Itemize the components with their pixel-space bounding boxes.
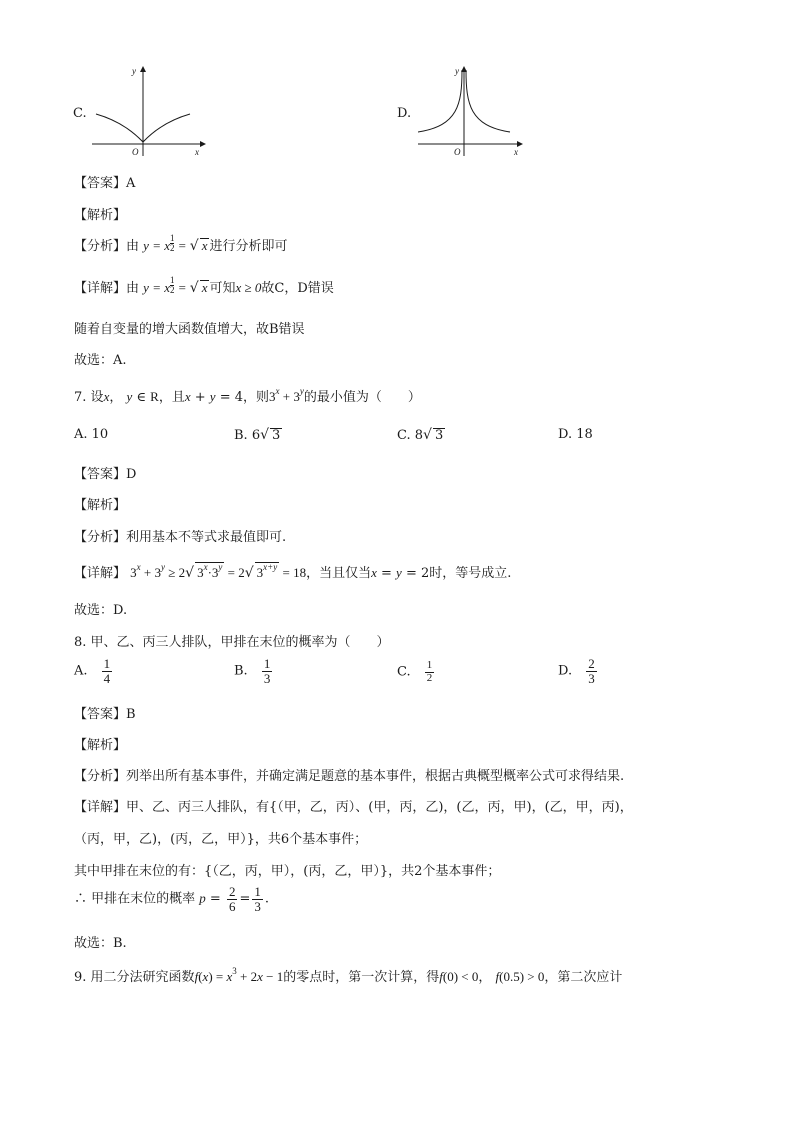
condition: x ≥ 0 (235, 280, 262, 295)
denominator: 3 (588, 670, 595, 686)
q6-analysis-tag: 【解析】 (74, 208, 127, 223)
option-label: C. (397, 664, 411, 680)
denominator: 3 (263, 670, 271, 686)
question-number: 9. (74, 970, 87, 985)
q9-stem: 9. 用二分法研究函数$f(x) = x^3 + 2x - 1$的零点时，第一次计算，得f(0) < 0， f(0.5) > 0，第二次应计 (74, 966, 623, 985)
q7-option-d: D. 18 (558, 427, 593, 442)
q7-analysis-tag: 【解析】 (74, 498, 127, 513)
xiangjie-tag: 【详解】 (74, 800, 127, 815)
xiangjie-text: 由 (126, 281, 140, 296)
stem-part: 设 (90, 390, 104, 405)
xiangjie-mid: ，当且仅当 (306, 566, 372, 581)
graph-d-y-label: y (455, 66, 459, 76)
fenxi-text: 列举出所有基本事件，并确定满足题意的基本事件，根据古典概型概率公式可求得结果. (126, 769, 625, 784)
prob-text: ∴ 甲排在末位的概率 (74, 891, 196, 907)
answer-value: A (126, 176, 136, 191)
stem-part: 的最小值为（ ） (303, 390, 421, 405)
stem-part: ，且 (158, 390, 185, 405)
graph-c (92, 64, 207, 159)
numerator: 1 (263, 656, 271, 671)
stem-part: 用二分法研究函数 (90, 970, 195, 985)
q7-fenxi (74, 526, 286, 545)
q8-analysis-tag: 【解析】 (74, 738, 127, 753)
stem-part: 的零点时，第一次计算，得 (283, 970, 440, 985)
option-coef: 6 (251, 428, 261, 443)
q7-answer (74, 463, 136, 482)
q8-xiangjie-line3: 其中甲排在末位的有：{（乙，丙，甲），(丙，乙，甲）}，共2个基本事件； (74, 864, 501, 879)
q8-option-d (558, 657, 599, 685)
q8-xiangjie-line2: （丙，甲，乙)，(丙，乙，甲）}，共6个基本事件； (74, 832, 368, 847)
option-coef: 8 (414, 428, 424, 443)
q6-choose: 故选：A. (74, 353, 127, 368)
numerator: 1 (426, 659, 433, 671)
denominator: 4 (103, 670, 111, 686)
q8-option-b (234, 657, 274, 685)
graph-d (418, 64, 526, 159)
q6-xiangjie (74, 276, 334, 296)
question-number: 7. (74, 390, 87, 405)
q8-probability: ∴ 甲排在末位的概率 p = $\frac{2}{6}$ = $\frac{1}{3}$ . (74, 884, 269, 914)
answer-tag: 【答案】 (74, 707, 127, 722)
fenxi-text: 由 (126, 239, 140, 254)
option-label: B. (234, 663, 248, 679)
xiangjie-tag: 【详解】 (74, 566, 127, 581)
xiangjie-end: 故C，D错误 (261, 281, 334, 296)
option-label: A. (74, 663, 88, 679)
fenxi-text: 利用基本不等式求最值即可. (126, 530, 287, 545)
fenxi-tag: 【分析】 (74, 769, 127, 784)
q7-option-c: C. 8√ 3 (397, 427, 444, 443)
q8-stem (74, 631, 390, 650)
q7-xiangjie: 【详解】 $3^x + 3^y \ge 2√$ $3^x\cdot 3^y = 2√$ $3^{x+y} = 18$，当且仅当x = y = 2时，等号成立. (74, 562, 512, 581)
fenxi-text-end: 进行分析即可 (209, 239, 288, 254)
option-label: C. (397, 428, 411, 443)
q8-choose: 故选：B. (74, 936, 127, 951)
q8-fenxi (74, 765, 624, 784)
q6-fenxi (74, 234, 287, 254)
xiangjie-mid: 可知 (209, 281, 236, 296)
option-label: B. (234, 428, 248, 443)
q7-option-b: B. 6√ 3 (234, 427, 281, 443)
answer-value: D (126, 467, 137, 482)
xiangjie-text: 甲、乙、丙三人排队，有{（甲，乙，丙）、(甲，丙，乙)，(乙，丙，甲)，(乙，甲，丙)， (126, 800, 633, 815)
q7-option-a: A. 10 (74, 427, 109, 442)
stem-text: 甲、乙、丙三人排队，甲排在末位的概率为（ ） (90, 635, 390, 650)
numerator: 1 (103, 656, 111, 671)
option-label: D. (558, 663, 573, 679)
q6-line2: 随着自变量的增大函数值增大，故B错误 (74, 322, 305, 337)
graph-c-origin: O (132, 147, 139, 157)
q8-option-c (397, 660, 436, 684)
q8-xiangjie-line1 (74, 796, 633, 815)
question-number: 8. (74, 635, 87, 650)
q8-answer (74, 703, 136, 722)
formula-inequality: $3^x + 3^y \ge 2√$ $3^x\cdot 3^y = 2√$ $3^{x+y} = 18$ (130, 562, 307, 581)
graph-d-x-label: x (514, 147, 518, 157)
q7-stem: 7. 设x， y ∈ R，且x + y = 4，则$3^x + 3^y$的最小值为（ ） (74, 386, 421, 405)
formula-power: y = x $\frac{1}{2}$ = √ x (143, 233, 208, 254)
numerator: 2 (588, 656, 595, 671)
denominator: 2 (426, 671, 433, 684)
fenxi-tag: 【分析】 (74, 239, 127, 254)
fenxi-tag: 【分析】 (74, 530, 127, 545)
stem-part: ，第二次应计 (544, 970, 623, 985)
graph-d-origin: O (454, 147, 461, 157)
answer-tag: 【答案】 (74, 467, 127, 482)
graph-c-y-label: y (132, 66, 136, 76)
q6-answer (74, 172, 135, 191)
option-c-label: C. (73, 106, 87, 121)
stem-part: ，则 (243, 390, 270, 405)
xiangjie-end: 时，等号成立. (429, 566, 512, 581)
answer-tag: 【答案】 (74, 176, 127, 191)
xiangjie-tag: 【详解】 (74, 281, 127, 296)
option-d-label: D. (397, 106, 412, 121)
answer-value: B (126, 707, 136, 722)
graph-c-x-label: x (195, 147, 199, 157)
q7-choose: 故选：D. (74, 603, 128, 618)
q8-option-a (74, 657, 114, 685)
formula-power-2: y = x $\frac{1}{2}$ = √ x (143, 275, 208, 296)
